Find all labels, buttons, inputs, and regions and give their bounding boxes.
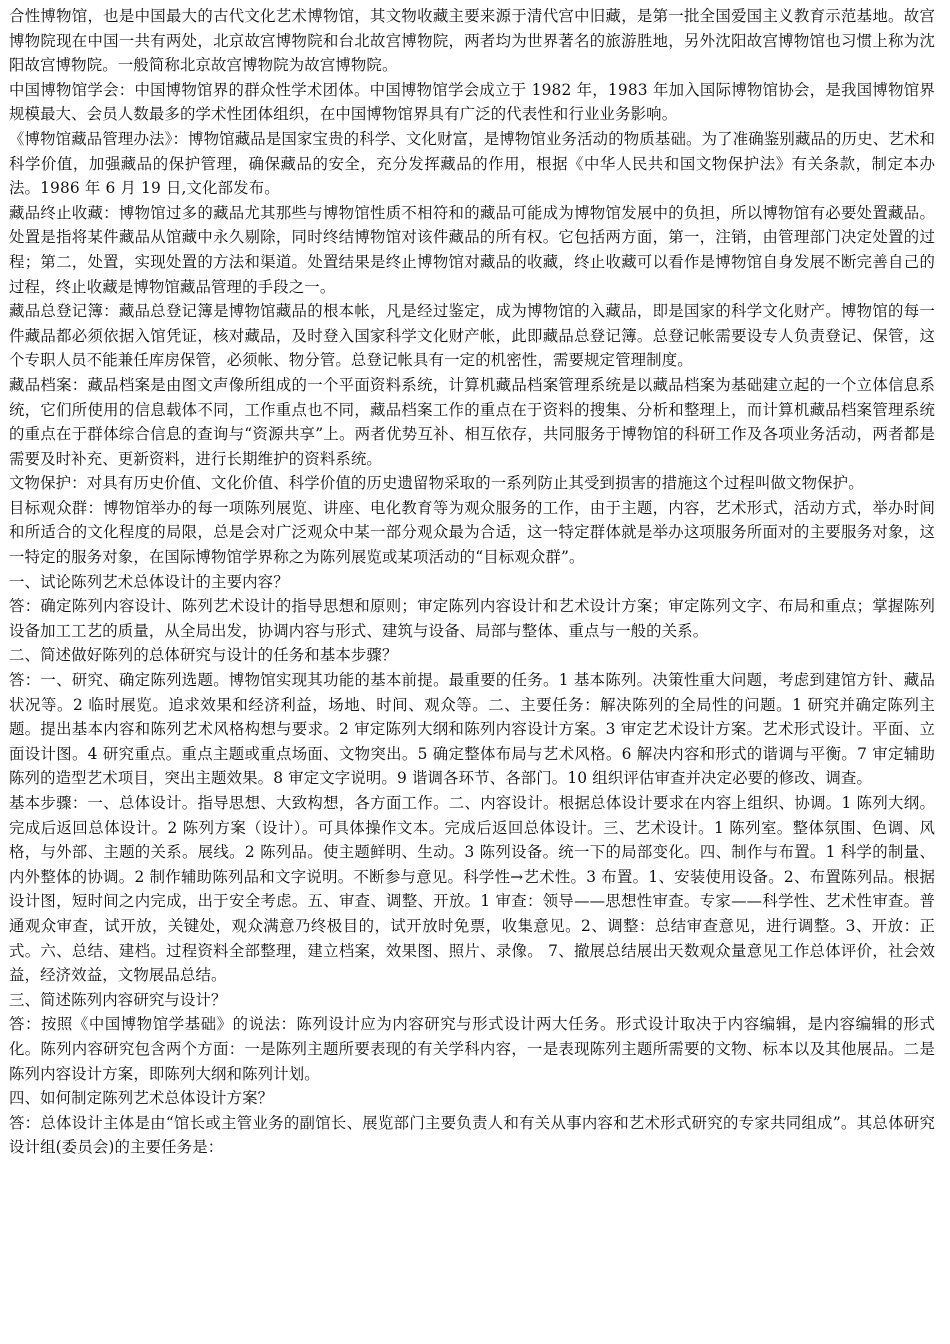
- paragraph-deaccession: 藏品终止收藏：博物馆过多的藏品尤其那些与博物馆性质不相符和的藏品可能成为博物馆发展中的负担，所以博物馆有必要处置藏品。处置是指将某件藏品从馆藏中永久剔除，同时终结博物馆对该件藏品的所有权。它包括两方面，第一，注销，由管理部门决定处置的过程；第二，处置，实现处置的方法和渠道。处置结果是终止博物馆对藏品的收藏，终止收藏可以看作是博物馆自身发展不断完善自己的过程，终止收藏是博物馆藏品管理的手段之一。: [9, 203, 935, 296]
- answer-2-steps: 基本步骤：一、总体设计。指导思想、大致构想，各方面工作。二、内容设计。根据总体设计要求在内容上组织、协调。1 陈列大纲。完成后返回总体设计。2 陈列方案（设计）。可具体操作文本。完成后返回总体设计。三、艺术设计。1 陈列室。整体氛围、色调、风格，与外部、主题的关系。展线。2 陈列品。使主题鲜明、生动。3 陈列设备。统一下的局部变化。四、制作与布置。1 科学的制量、内外整体的协调。2 制作辅助陈列品和文字说明。不断参与意见。科学性→艺术性。3 布置。1、安装使用设备。2、布置陈列品。根据设计图，短时间之内完成，出于安全考虑。五、审查、调整、开放。1 审查：领导——思想性审查。专家——科学性、艺术性审查。普通观众审查，试开放，关键处，观众满意乃终极目的，试开放时免票，收集意见。2、调整：总结审查意见，进行调整。3、开放：正式。六、总结、建档。过程资料全部整理，建立档案，效果图、照片、录像。 7、撤展总结展出天数观众量意见工作总体评价，社会效益，经济效益，文物展品总结。: [9, 794, 935, 985]
- paragraph-target-audience: 目标观众群：博物馆举办的每一项陈列展览、讲座、电化教育等为观众服务的工作，由于主题，内容，艺术形式，活动方式，举办时间和所适合的文化程度的局限，总是会对广泛观众中某一部分观众最为合适，这一特定群体就是举办这项服务所面对的主要服务对象，这一特定的服务对象，在国际博物馆学界称之为陈列展览或某项活动的“目标观众群”。: [9, 498, 935, 567]
- paragraph-collection-regulations: 《博物馆藏品管理办法》：博物馆藏品是国家宝贵的科学、文化财富，是博物馆业务活动的物质基础。为了准确鉴别藏品的历史、艺术和科学价值，加强藏品的保护管理，确保藏品的安全，充分发挥藏品的作用，根据《中华人民共和国文物保护法》有关条款，制定本办法。1986 年 6 月 19 日,文化部发布。: [9, 129, 935, 198]
- answer-1: 答：确定陈列内容设计、陈列艺术设计的指导思想和原则；审定陈列内容设计和艺术设计方案；审定陈列文字、布局和重点；掌握陈列设备加工工艺的质量，从全局出发，协调内容与形式、建筑与设备、局部与整体、重点与一般的关系。: [9, 597, 935, 640]
- question-4-heading: 四、如何制定陈列艺术总体设计方案？: [9, 1089, 274, 1108]
- answer-2-tasks: 答：一、研究、确定陈列选题。博物馆实现其功能的基本前提。最重要的任务。1 基本陈列。决策性重大问题，考虑到建馆方针、藏品状况等。2 临时展览。追求效果和经济利益，场地、时间、观众等。二、主要任务：解决陈列的全局性的问题。1 研究并确定陈列主题。提出基本内容和陈列艺术风格构想与要求。2 审定陈列大纲和陈列内容设计方案。3 审定艺术设计方案。艺术形式设计。平面、立面设计图。4 研究重点。重点主题或重点场面、文物突出。5 确定整体布局与艺术风格。6 解决内容和形式的谐调与平衡。7 审定辅助陈列的造型艺术项目，突出主题效果。8 审定文字说明。9 谐调各环节、各部门。10 组织评估审查并决定必要的修改、调查。: [9, 671, 935, 788]
- paragraph-cultural-relic-protection: 文物保护：对具有历史价值、文化价值、科学价值的历史遗留物采取的一系列防止其受到损害的措施这个过程叫做文物保护。: [9, 474, 864, 493]
- question-3-heading: 三、简述陈列内容研究与设计？: [9, 990, 227, 1009]
- paragraph-general-register: 藏品总登记簿：藏品总登记簿是博物馆藏品的根本帐，凡是经过鉴定，成为博物馆的入藏品，即是国家的科学文化财产。博物馆的每一件藏品都必须依据入馆凭证，核对藏品，及时登入国家科学文化财产帐，此即藏品总登记簿。总登记帐需要设专人负责登记、保管，这个专职人员不能兼任库房保管，必须帐、物分管。总登记帐具有一定的机密性，需要规定管理制度。: [9, 302, 935, 370]
- question-2-heading: 二、简述做好陈列的总体研究与设计的任务和基本步骤？: [9, 646, 398, 665]
- question-1-heading: 一、试论陈列艺术总体设计的主要内容？: [9, 572, 289, 591]
- paragraph-collection-archives: 藏品档案：藏品档案是由图文声像所组成的一个平面资料系统，计算机藏品档案管理系统是以藏品档案为基础建立起的一个立体信息系统，它们所使用的信息载体不同，工作重点也不同，藏品档案工作的重点在于资料的搜集、分析和整理上，而计算机藏品档案管理系统的重点在于群体综合信息的查询与“资源共享”上。两者优势互补、相互依存，共同服务于博物馆的科研工作及各项业务活动，两者都是需要及时补充、更新资料，进行长期维护的资料系统。: [9, 375, 935, 468]
- document-page: [9, 4, 935, 1160]
- answer-4: 答：总体设计主体是由“馆长或主管业务的副馆长、展览部门主要负责人和有关从事内容和艺术形式研究的专家共同组成”。其总体研究设计组(委员会)的主要任务是：: [9, 1113, 935, 1157]
- paragraph-palace-museum: 合性博物馆，也是中国最大的古代文化艺术博物馆，其文物收藏主要来源于清代宫中旧藏，是第一批全国爱国主义教育示范基地。故宫博物院现在中国一共有两处，北京故宫博物院和台北故宫博物院，两者均为世界著名的旅游胜地，另外沈阳故宫博物馆也习惯上称为沈阳故宫博物院。一般简称北京故宫博物院为故宫博物院。: [9, 7, 935, 75]
- answer-3: 答：按照《中国博物馆学基础》的说法：陈列设计应为内容研究与形式设计两大任务。形式设计取决于内容编辑，是内容编辑的形式化。陈列内容研究包含两个方面：一是陈列主题所要表现的有关学科内容，一是表现陈列主题所需要的文物、标本以及其他展品。二是陈列内容设计方案，即陈列大纲和陈列计划。: [9, 1015, 935, 1083]
- paragraph-museum-society: 中国博物馆学会：中国博物馆界的群众性学术团体。中国博物馆学会成立于 1982 年，1983 年加入国际博物馆协会，是我国博物馆界规模最大、会员人数最多的学术性团体组织，在中国博物馆界具有广泛的代表性和行业业务影响。: [9, 80, 935, 124]
